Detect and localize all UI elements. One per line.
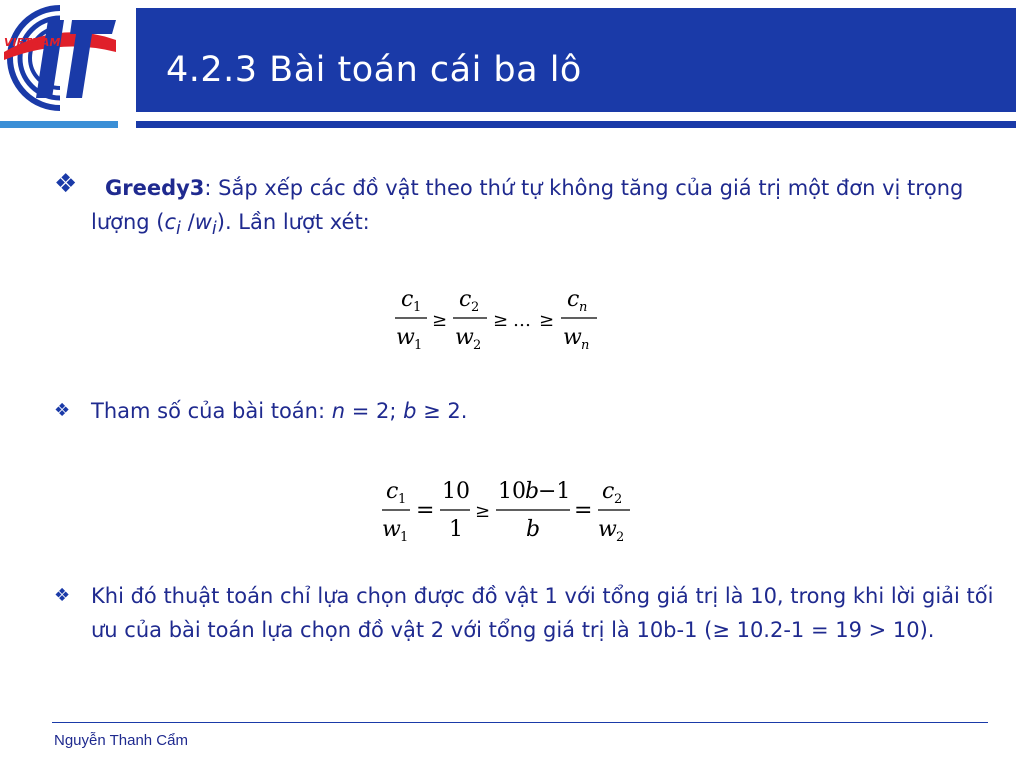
- var-n: n: [331, 399, 346, 423]
- ge-sign: ≥: [475, 501, 491, 522]
- footer-author: Nguyễn Thanh Cẩm: [54, 732, 188, 749]
- formula-c1: c: [386, 479, 399, 504]
- logo-text: VIETNAM: [4, 36, 61, 49]
- bullet-text-part: : Sắp xếp các đồ vật theo thứ tự không tăng của giá trị một đơn vị trọng lượng (: [91, 176, 964, 234]
- formula-sub: n: [581, 338, 590, 353]
- title-bar: [136, 8, 1016, 112]
- bullet-text-part: ≥ 2.: [416, 399, 468, 423]
- formula-w2: w: [598, 517, 617, 542]
- formula-sub: 1: [400, 530, 409, 545]
- bullet-text: Khi đó thuật toán chỉ lựa chọn được đồ vật 1 với tổng giá trị là 10, trong khi lời giải tối ưu của bài toán lựa chọn đồ vật 2 với tổng giá trị là 10b-1 (≥ 10.2-1 = 19 > 10).: [91, 584, 994, 642]
- formula-w1: w: [382, 517, 401, 542]
- numerator-part: 10: [498, 479, 526, 504]
- formula-sub: n: [579, 300, 588, 315]
- bullet-conclusion: [54, 579, 1001, 647]
- ge-sign: ≥: [539, 310, 555, 331]
- equals-sign: =: [574, 498, 593, 523]
- formula-wn: w: [563, 325, 582, 350]
- formula-sub: 1: [413, 300, 422, 315]
- formula-sub: 1: [398, 492, 407, 507]
- denominator-b: b: [526, 517, 541, 542]
- logo-underline: [0, 121, 118, 128]
- var-w: w: [194, 210, 212, 234]
- ge-sign: ≥: [493, 310, 509, 331]
- bullet-text: [91, 394, 1001, 428]
- formula-c1: c: [401, 287, 414, 312]
- numerator-var-b: b: [525, 479, 540, 504]
- ellipsis: …: [513, 310, 531, 331]
- vietnam-it-logo: [0, 0, 120, 118]
- title-underline: [136, 121, 1016, 128]
- sub-i: i: [176, 219, 181, 240]
- diamond-bullet-icon: ❖: [54, 585, 71, 606]
- denominator-1: 1: [449, 517, 463, 542]
- formula-c2: c: [459, 287, 472, 312]
- example-ratio-formula: [380, 474, 640, 548]
- formula-sub: 2: [616, 530, 625, 545]
- formula-sub: 2: [473, 338, 482, 353]
- bullet-text-part: = 2;: [345, 399, 404, 423]
- bullet-text-part: ). Lần lượt xét:: [216, 210, 370, 234]
- numerator-10: 10: [442, 479, 470, 504]
- ratio-ordering-formula: [393, 284, 603, 356]
- diamond-bullet-icon: ❖: [54, 169, 78, 199]
- footer-divider: [52, 722, 988, 723]
- formula-cn: c: [567, 287, 580, 312]
- formula-sub: 2: [614, 492, 623, 507]
- sub-i: i: [211, 219, 217, 240]
- slash: /: [180, 210, 195, 234]
- numerator-part: −1: [538, 479, 571, 504]
- bullet-parameters: [54, 394, 1001, 428]
- bullet-text-part: Tham số của bài toán:: [91, 399, 332, 423]
- var-b: b: [403, 399, 417, 423]
- formula-sub: 1: [414, 338, 423, 353]
- formula-w2: w: [455, 325, 474, 350]
- bullet-greedy3: [54, 171, 1001, 246]
- greedy3-label: Greedy3: [105, 176, 205, 200]
- ge-sign: ≥: [432, 310, 448, 331]
- slide-title: 4.2.3 Bài toán cái ba lô: [166, 50, 582, 90]
- formula-sub: 2: [471, 300, 480, 315]
- diamond-bullet-icon: ❖: [54, 400, 71, 421]
- formula-c2: c: [602, 479, 615, 504]
- equals-sign: =: [416, 498, 435, 523]
- bullet-text: [91, 171, 1001, 246]
- var-c: c: [164, 210, 177, 234]
- formula-w1: w: [396, 325, 415, 350]
